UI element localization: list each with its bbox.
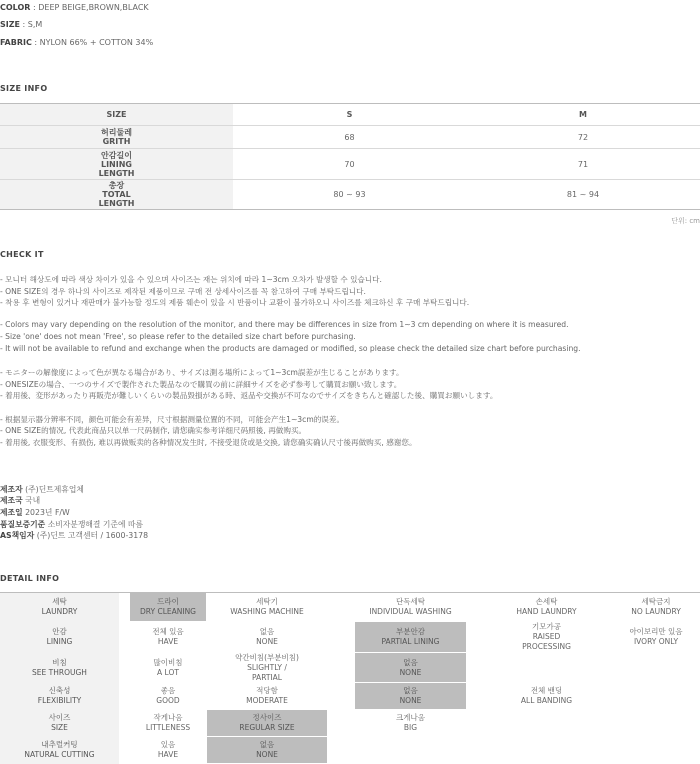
detail-en: NATURAL CUTTING (24, 750, 95, 759)
detail-en: MODERATE (246, 696, 288, 705)
note-en-2: - Size 'one' does not mean 'Free', so please refer to the detailed size chart before purchasing. (0, 332, 356, 341)
detail-option (355, 653, 466, 682)
detail-en: HAVE (157, 750, 179, 759)
detail-option (207, 683, 327, 709)
detail-option (207, 710, 327, 736)
table-row (0, 180, 700, 209)
size-header-m: M (579, 110, 587, 119)
detail-row-label (0, 683, 119, 709)
detail-en: INDIVIDUAL WASHING (369, 607, 452, 616)
mfg-label: 제조국 (0, 496, 23, 505)
detail-option (488, 593, 605, 621)
detail-option (130, 622, 206, 652)
detail-ko: 있음 (160, 740, 176, 749)
detail-en: FLEXIBILITY (37, 696, 82, 705)
spec-color: COLOR : DEEP BEIGE,BROWN,BLACK (0, 3, 149, 12)
detail-ko: 세탁기 (256, 597, 278, 606)
detail-row-label (0, 622, 119, 652)
note-en-3: - It will not be available to refund and exchange when the products are damaged or modified, so please check the detailed size chart before purchasing. (0, 344, 581, 353)
detail-ko: 기모가공 (532, 622, 561, 631)
check-it-title: CHECK IT (0, 250, 44, 259)
detail-en: HAND LAUNDRY (516, 607, 577, 616)
detail-en: PARTIAL LINING (381, 637, 440, 646)
mfg-value: 소비자분쟁해결 기준에 따름 (47, 520, 144, 529)
mfg-warranty (0, 519, 143, 530)
detail-ko: 적당함 (256, 686, 278, 695)
mfg-date (0, 507, 70, 518)
size-unit: 단위: cm (671, 217, 700, 225)
detail-row-label (0, 593, 119, 621)
detail-en: WASHING MACHINE (230, 607, 304, 616)
note-ja-2: - ONESIZEの場合、一つのサイズで製作された製品なので購買の前に詳細サイズを必ず参考して購買お願い致します。 (0, 380, 402, 389)
mfg-country (0, 495, 40, 506)
detail-option (488, 653, 605, 682)
detail-option (488, 683, 605, 709)
detail-en: SIZE (51, 723, 68, 732)
detail-option (612, 737, 700, 763)
detail-ko: 세탁금지 (641, 597, 671, 606)
detail-option (355, 622, 466, 652)
detail-option (207, 737, 327, 763)
detail-en: NO LAUNDRY (631, 607, 681, 616)
size-header-s: S (346, 110, 353, 119)
detail-ko: 없음 (403, 657, 418, 667)
detail-en2: PARTIAL (252, 672, 282, 682)
detail-en: BIG (403, 723, 418, 732)
mfg-label: 품질보증기준 (0, 520, 46, 529)
mfg-label: 제조자 (0, 485, 23, 494)
size-cell-s: 68 (344, 132, 355, 142)
detail-ko: 전체 밴딩 (530, 686, 563, 695)
detail-option (130, 593, 206, 621)
label-ko: 총장 (108, 181, 125, 190)
spec-fabric-label: FABRIC (0, 38, 32, 47)
mfg-as (0, 530, 148, 541)
detail-ko: 손세탁 (535, 597, 558, 606)
label-en: TOTAL (102, 190, 131, 199)
detail-en: NONE (399, 696, 422, 705)
detail-ko: 사이즈 (48, 713, 71, 722)
detail-option (612, 653, 700, 682)
label-ko: 허리둘레 (101, 128, 132, 137)
spec-color-label: COLOR (0, 3, 31, 12)
detail-ko: 좋음 (160, 686, 176, 695)
spec-size: SIZE : S,M (0, 20, 43, 29)
mfg-label: 제조일 (0, 508, 23, 517)
detail-option (612, 593, 700, 621)
detail-en: SEE THROUGH (32, 667, 87, 677)
size-cell-m: 72 (577, 132, 589, 142)
mfg-maker (0, 484, 84, 495)
detail-en: SLIGHTLY / (247, 662, 287, 672)
size-header-label: SIZE (0, 104, 233, 125)
detail-row-label (0, 737, 119, 763)
spec-size-value: S,M (27, 20, 43, 29)
label-en2: LENGTH (98, 168, 135, 178)
label-ko: 안감길이 (101, 150, 132, 160)
detail-option (612, 683, 700, 709)
note-zh-1: - 根据显示器分辨率不同，颜色可能会有差异，尺寸根据测量位置的不同，可能会产生1~3cm的误差。 (0, 415, 345, 424)
detail-option (207, 653, 327, 682)
detail-ko: 약간비침(부분비침) (235, 652, 299, 662)
detail-ko: 없음 (403, 686, 418, 695)
detail-ko: 드라이 (157, 597, 179, 606)
size-cell-s: 80 ~ 93 (333, 190, 366, 199)
note-ja-3: - 着用後、変形があったり再販売が難しいくらいの製品毀損がある時、返品や交換が不可なのでサイズをきちんと確認した後、購買お願いします。 (0, 391, 498, 400)
detail-option (488, 710, 605, 736)
detail-option (130, 653, 206, 682)
table-row (0, 149, 700, 179)
spec-color-value: DEEP BEIGE,BROWN,BLACK (38, 3, 149, 12)
detail-ko: 부분안감 (396, 627, 425, 636)
detail-ko: 단독세탁 (396, 597, 425, 606)
detail-option (612, 622, 700, 652)
detail-option (612, 710, 700, 736)
detail-en: NONE (256, 637, 278, 646)
detail-row-label (0, 653, 119, 682)
detail-en: NONE (399, 667, 422, 677)
detail-option (355, 737, 466, 763)
detail-ko: 내추럴커팅 (41, 740, 78, 749)
detail-ko: 아이보리만 있음 (629, 627, 683, 636)
detail-option (130, 683, 206, 709)
note-en-1: - Colors may vary depending on the resolution of the monitor, and there may be differences in size from 1~3 cm depending on where it is measured. (0, 320, 569, 329)
size-cell-m: 71 (577, 159, 589, 169)
detail-en: DRY CLEANING (139, 607, 196, 616)
mfg-value: (주)딘트 고객센터 / 1600-3178 (36, 531, 149, 540)
detail-en: ALL BANDING (520, 696, 573, 705)
size-info-title: SIZE INFO (0, 84, 48, 93)
detail-en2: PROCESSING (522, 642, 571, 651)
size-cell-s: 70 (344, 159, 355, 169)
spec-fabric-value: NYLON 66% + COTTON 34% (39, 38, 154, 47)
size-row-label (0, 149, 233, 179)
note-ko-2: - ONE SIZE의 경우 하나의 사이즈로 제작된 제품이므로 구매 전 상세사이즈를 꼭 참고하여 구매 부탁드립니다. (0, 287, 366, 296)
label-en2: LENGTH (98, 199, 135, 208)
size-table-header (0, 104, 700, 125)
detail-option (130, 737, 206, 763)
detail-ko: 전체 있음 (152, 627, 184, 636)
spec-fabric: FABRIC : NYLON 66% + COTTON 34% (0, 38, 154, 47)
note-zh-3: - 着用後, 衣服变形、有损伤, 难以再做贩卖的各种情况发生时, 不接受退货或是交换, 请您确实确认尺寸後再做购买, 感谢您。 (0, 438, 417, 447)
mfg-value: (주)딘트제휴업체 (25, 485, 84, 494)
detail-option (207, 593, 327, 621)
detail-ko: 없음 (259, 740, 275, 749)
note-ko-3: - 착용 후 변형이 있거나 재판매가 불가능할 정도의 제품 훼손이 있을 시 반품이나 교환이 불가하오니 사이즈를 체크하신 후 구매 부탁드립니다. (0, 298, 470, 307)
size-table (0, 103, 700, 210)
mfg-value: 2023년 F/W (25, 508, 70, 517)
detail-option (355, 593, 466, 621)
size-row-label (0, 126, 233, 148)
detail-option (488, 622, 605, 652)
detail-en: REGULAR SIZE (239, 723, 295, 732)
detail-en: LINING (46, 637, 73, 646)
detail-en: GOOD (156, 696, 180, 705)
note-ko-1: - 모니터 해상도에 따라 색상 차이가 있을 수 있으며 사이즈는 재는 위치에 따라 1~3cm 오차가 발생할 수 있습니다. (0, 275, 382, 284)
detail-ko: 비침 (52, 657, 67, 667)
detail-ko: 정사이즈 (252, 713, 282, 722)
detail-en: LAUNDRY (41, 607, 78, 616)
detail-en: HAVE (157, 637, 179, 646)
detail-en: IVORY ONLY (633, 637, 679, 646)
size-cell-m: 81 ~ 94 (566, 190, 600, 199)
spec-size-label: SIZE (0, 20, 21, 29)
detail-option (130, 710, 206, 736)
detail-info-title: DETAIL INFO (0, 574, 60, 583)
detail-option (207, 622, 327, 652)
label-en: LINING (100, 159, 132, 169)
note-ja-1: - モニターの解像度によって色が異なる場合があり、サイズは測る場所によって1~3cm誤差が生じることがあります。 (0, 368, 404, 377)
mfg-value: 국내 (25, 496, 41, 505)
mfg-label: AS책임자 (0, 531, 35, 540)
detail-ko: 신축성 (48, 686, 71, 695)
note-zh-2: - ONE SIZE的情况, 代表此商品只以单一尺码制作, 请您确实参考详细尺码照後, 再做购买。 (0, 426, 307, 435)
size-row-label (0, 180, 233, 209)
detail-ko: 없음 (259, 627, 275, 636)
detail-ko: 세탁 (52, 597, 67, 606)
detail-row-label (0, 710, 119, 736)
detail-en: LITTLENESS (145, 723, 191, 732)
detail-ko: 작게나옴 (153, 713, 183, 722)
detail-en: A LOT (157, 667, 179, 677)
table-row (0, 126, 700, 148)
detail-option (355, 683, 466, 709)
detail-en: RAISED (532, 632, 561, 641)
label-en: GRITH (102, 137, 131, 146)
detail-ko: 많이비침 (153, 657, 183, 667)
detail-option (488, 737, 605, 763)
detail-option (355, 710, 466, 736)
detail-ko: 안감 (52, 627, 67, 636)
detail-ko: 크게나옴 (396, 713, 425, 722)
detail-en: NONE (256, 750, 278, 759)
